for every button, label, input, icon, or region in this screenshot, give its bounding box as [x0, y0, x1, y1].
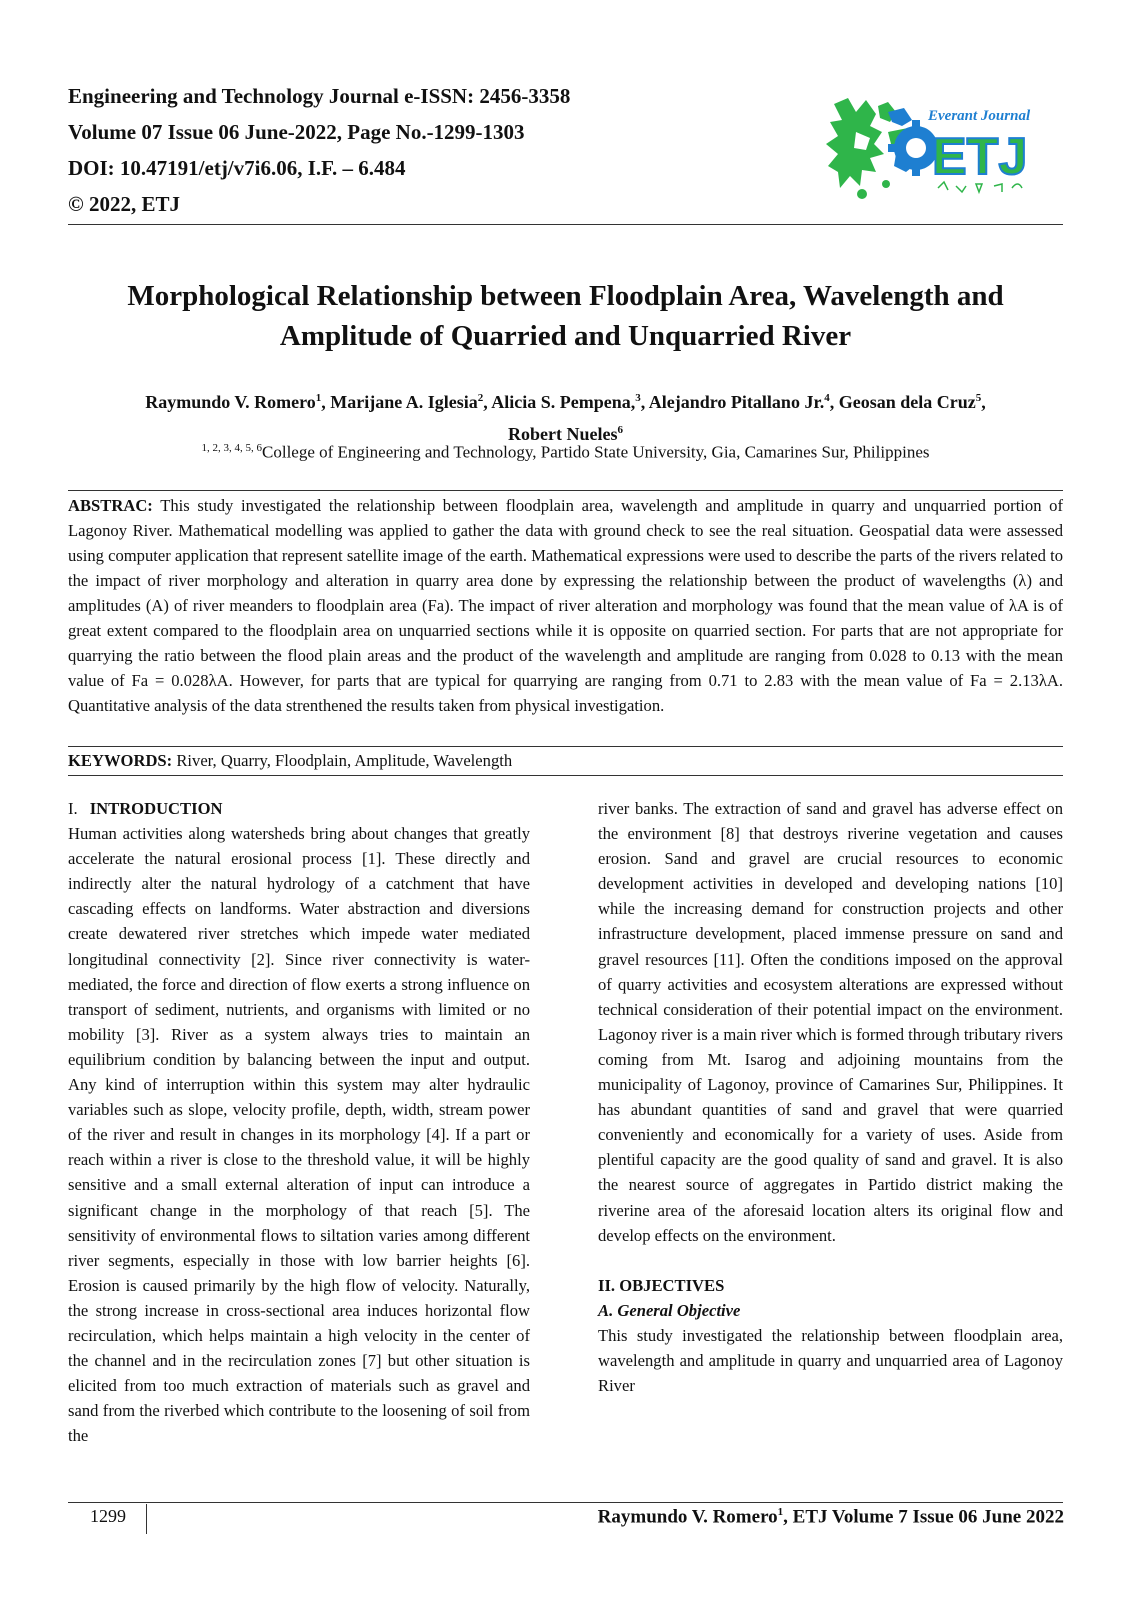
journal-doi: DOI: 10.47191/etj/v7i6.06, I.F. – 6.484: [68, 156, 406, 180]
keywords-bottom-rule: [68, 775, 1063, 776]
logo-top-text: Everant Journal: [928, 108, 1031, 124]
introduction-paragraph-left: Human activities along watersheds bring about changes that greatly accelerate the natural erosional process [1]. These directly and indirectly alter the natural hydrology of a catchment that have cascading effects on landforms. Water abstraction and diversions create dewatered river stretches which impede water mediated longitudinal connectivity [2]. Since river connectivity is water-mediated, the force and direction of flow exerts a strong influence on transport of sediment, nutrients, and organisms with limited or no mobility [3]. River as a system always tries to maintain an equilibrium condition by balancing between the input and output. Any kind of interruption within this system may alter hydraulic variables such as slope, velocity profile, depth, width, stream power of the river and result in changes in its morphology [4]. If a part or reach within a river is close to the threshold value, it will be highly sensitive and a small external alteration of input can introduce a significant change in the morphology of that reach [5]. The sensitivity of environmental flows to siltation varies among different river segments, especially in those with low barrier heights [6]. Erosion is caused primarily by the high flow of velocity. Naturally, the strong increase in cross-sectional area induces horizontal flow recirculation, which helps maintain a high velocity in the center of the channel and in the recirculation zones [7] but other situation is elicited from too much extraction of materials such as gravel and sand from the riverbed which contribute to the loosening of soil from the: [68, 824, 530, 1446]
general-objective-text: This study investigated the relationship between floodplain area, wavelength and amplitude in quarry and unquarried area of Lagonoy River: [598, 1325, 1063, 1396]
keywords-text: River, Quarry, Floodplain, Amplitude, Wavelength: [176, 751, 513, 770]
abstract-label: ABSTRAC:: [68, 496, 153, 515]
footer-rule: [68, 1502, 1063, 1503]
footer-citation: [598, 1506, 1064, 1528]
paper-title: [68, 276, 1063, 356]
keywords: [68, 748, 1063, 773]
section-number: I.: [68, 799, 78, 818]
author-sup: 2: [477, 392, 484, 404]
left-column: [68, 796, 530, 1448]
abstract-mid-rule: [68, 746, 1063, 747]
author-name: Raymundo V. Romero: [145, 392, 316, 412]
author-list: Raymundo V. Romero$^1$, Marijane A. Iglesia$^2$, Alicia S. Pempena,$^3$, Alejandro Pitallano Jr.$^4$, Geosan dela Cruz$^5$, Robert Nueles$^6$: [145, 392, 986, 444]
title-line-1: Morphological Relationship between Floodplain Area, Wavelength and: [127, 280, 1004, 312]
author-sup: 3: [635, 392, 641, 404]
affiliation-text: College of Engineering and Technology, Partido State University, Gia, Camarines Sur, Philippines: [262, 442, 930, 462]
author-sup: 1: [315, 392, 322, 404]
author-sup: 6: [617, 424, 623, 436]
page-number: 1299: [90, 1506, 126, 1526]
affiliation-sup: 1, 2, 3, 4, 5, 6: [201, 442, 263, 454]
journal-name: Engineering and Technology Journal e-ISSN: 2456-3358: [68, 84, 571, 108]
abstract: [68, 493, 1063, 718]
right-column: [598, 796, 1063, 1398]
footer-author-sup: 1: [777, 1506, 784, 1518]
journal-copyright: © 2022, ETJ: [68, 192, 180, 216]
journal-header: [68, 78, 688, 222]
author-name: Robert Nueles: [508, 424, 618, 444]
introduction-paragraph-right: river banks. The extraction of sand and gravel has adverse effect on the environment [8] that destroys riverine vegetation and causes erosion. Sand and gravel are crucial resources to economic development activities in developed and developing nations [10] while the increasing demand for construction projects and other infrastructure development, placed immense pressure on sand and gravel resources [11]. Often the conditions imposed on the approval of quarry activities and ecosystem alterations are expressed without technical consideration of their potential impact on the environment. Lagonoy river is a main river which is formed through tributary rivers coming from Mt. Isarog and adjoining mountains from the municipality of Lagonoy, province of Camarines Sur, Philippines. It has abundant quantities of sand and gravel that were quarried conveniently and economically for a variety of uses. Aside from plentiful capacity are the good quality of sand and gravel. It is also the nearest source of aggregates in Partido district making the riverine area of the aforesaid location alters its original flow and develop effects on the environment.: [598, 799, 1063, 1245]
objectives-heading: II. OBJECTIVES: [598, 1275, 725, 1295]
abstract-top-rule: [68, 490, 1063, 491]
footer-separator: [146, 1504, 147, 1534]
journal-volume: Volume 07 Issue 06 June-2022, Page No.-1299-1303: [68, 120, 525, 144]
affiliation: [68, 437, 1063, 464]
author-name: Geosan dela Cruz: [838, 392, 976, 412]
introduction-heading: I. INTRODUCTION: [68, 799, 223, 818]
footer-author: Raymundo V. Romero: [597, 1506, 778, 1528]
logo-main-text: ETJ: [932, 128, 1028, 186]
title-line-2: Amplitude of Quarried and Unquarried River: [279, 320, 852, 352]
keywords-label: KEYWORDS:: [68, 751, 173, 770]
general-objective-heading: A. General Objective: [598, 1300, 741, 1320]
author-name: Alicia S. Pempena,: [491, 392, 636, 412]
abstract-text: This study investigated the relationship between floodplain area, wavelength and amplitude in quarry and unquarried portion of Lagonoy River. Mathematical modelling was applied to gather the data with ground check to see the real situation. Geospatial data were assessed using computer application that represent satellite image of the earth. Mathematical expressions were used to describe the parts of the rivers related to the impact of river morphology and alteration in quarry area done by expressing the relationship between the product of wavelengths (λ) and amplitudes (A) of river meanders to floodplain area (Fa). The impact of river alteration and morphology was found that the mean value of λA is of great extent compared to the floodplain area on unquarried sections while it is opposite on quarried section. For parts that are not appropriate for quarrying the ratio between the flood plain areas and the product of the wavelength and amplitude are ranging from 0.028 to 0.13 with the mean value of Fa = 0.028λA. However, for parts that are typical for quarrying are ranging from 0.71 to 2.83 with the mean value of Fa = 2.13λA. Quantitative analysis of the data strenthened the results taken from physical investigation.: [68, 496, 1063, 715]
author-name: Alejandro Pitallano Jr.: [648, 392, 825, 412]
author-sup: 4: [824, 392, 830, 404]
author-name: Marijane A. Iglesia: [330, 392, 478, 412]
header-divider: [68, 224, 1063, 225]
etj-logo: [826, 92, 1040, 204]
footer-journal-info: , ETJ Volume 7 Issue 06 June 2022: [783, 1506, 1064, 1528]
author-sup: 5: [975, 392, 982, 404]
